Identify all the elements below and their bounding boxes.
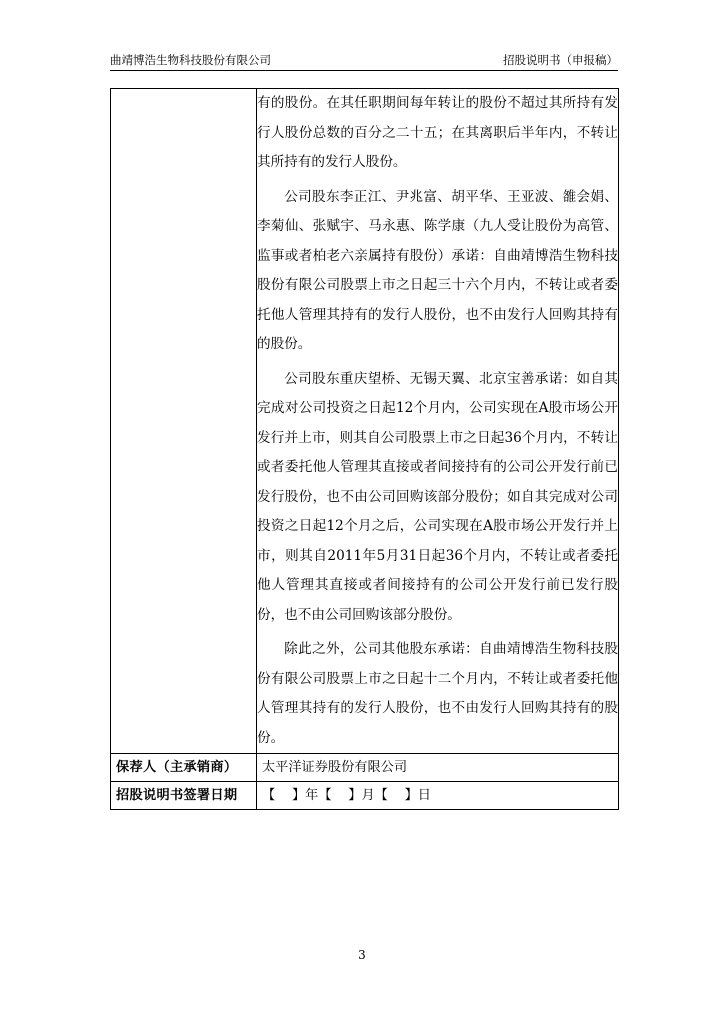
header-company-name: 曲靖博浩生物科技股份有限公司 xyxy=(110,53,271,67)
commitments-content-cell xyxy=(257,89,619,754)
table-row-commitments xyxy=(111,89,619,754)
sponsor-value: 太平洋证券股份有限公司 xyxy=(257,754,619,782)
commitment-paragraph-1: 有的股份。在其任职期间每年转让的股份不超过其所持有发行人股份总数的百分之二十五；在其离职后半年内，不转让其所持有的发行人股份。 xyxy=(257,95,618,170)
prospectus-summary-table xyxy=(110,88,619,810)
sign-date-label: 招股说明书签署日期 xyxy=(111,782,257,810)
commitment-paragraph-4: 除此之外，公司其他股东承诺：自曲靖博浩生物科技股份有限公司股票上市之日起十二个月内，不转让或者委托他人管理其持有的发行人股份，也不由发行人回购其持有的股份。 xyxy=(257,641,618,746)
table-row-sponsor xyxy=(111,754,619,782)
commitment-paragraph-2: 公司股东李正江、尹兆富、胡平华、王亚波、雒会娟、李菊仙、张赋宇、马永惠、陈学康（九人受让股份为高管、监事或者柏老六亲属持有股份）承诺：自曲靖博浩生物科技股份有限公司股票上市之日起三十六个月内，不转让或者委托他人管理其持有的发行人股份，也不由发行人回购其持有的股份。 xyxy=(257,188,618,352)
commitment-paragraph-3: 公司股东重庆望桥、无锡天翼、北京宝善承诺：如自其完成对公司投资之日起12个月内，公司实现在A股市场公开发行并上市，则其自公司股票上市之日起36个月内，不转让或者委托他人管理其直接或者间接持有的公司公开发行前已发行股份，也不由公司回购该部分股份；如自其完成对公司投资之日起12个月之后，公司实现在A股市场公开发行并上市，则其自2011年5月31日起36个月内，不转让或者委托他人管理其直接或者间接持有的公司公开发行前已发行股份，也不由公司回购该部分股份。 xyxy=(257,370,618,623)
commitments-label-cell xyxy=(111,89,257,754)
page-number: 3 xyxy=(358,948,366,962)
page-header xyxy=(110,48,618,71)
sponsor-label: 保荐人（主承销商） xyxy=(111,754,257,782)
header-document-type: 招股说明书（申报稿） xyxy=(503,53,618,67)
table-row-sign-date xyxy=(111,782,619,810)
sign-date-value: 【 】年【 】月【 】日 xyxy=(257,782,619,810)
